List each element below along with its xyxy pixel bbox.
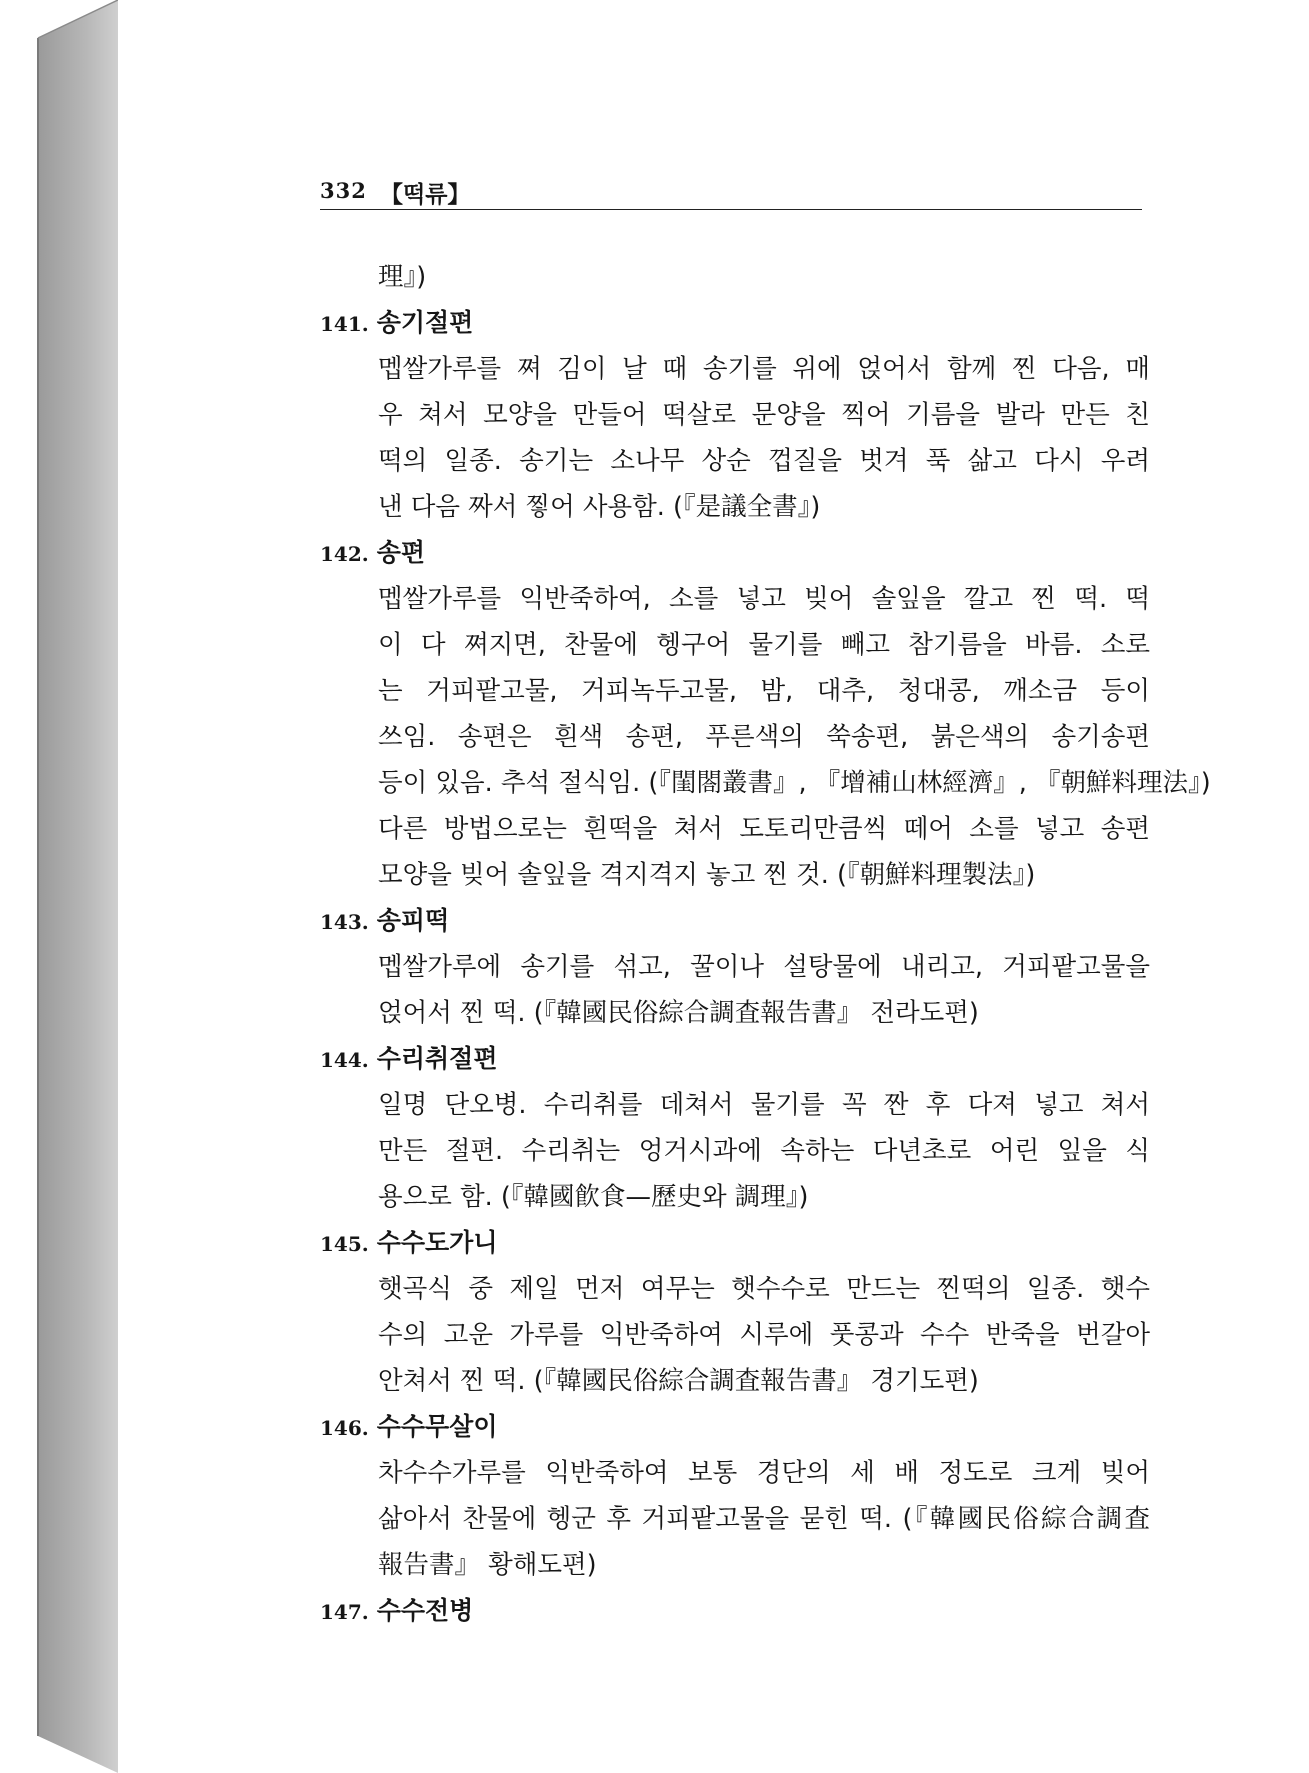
entry-number: 144. — [320, 1048, 369, 1072]
entry-name: 수수전병 — [376, 1596, 474, 1625]
entry-text-line: 삶아서 찬물에 헹군 후 거피팥고물을 묻힌 떡. (『韓國民俗綜合調査 — [378, 1504, 1150, 1534]
entry-name: 송편 — [376, 538, 426, 567]
entry-text-line: 모양을 빚어 솔잎을 격지격지 놓고 찐 것. (『朝鮮料理製法』) — [378, 860, 1036, 890]
entry-number: 145. — [320, 1232, 369, 1256]
entry-name: 수수무살이 — [376, 1412, 498, 1441]
entry-name: 송기절편 — [376, 308, 474, 337]
entry-title — [320, 530, 1150, 576]
header-rule — [320, 209, 1142, 210]
entries-text — [320, 254, 1211, 1634]
entry-text-line: 낸 다음 짜서 찧어 사용함. (『是議全書』) — [378, 492, 821, 522]
running-title: 【떡류】 — [380, 182, 471, 208]
entry-number: 142. — [320, 542, 369, 566]
continued-text: 理』) — [378, 262, 427, 292]
entry-text-line: 햇곡식 중 제일 먼저 여무는 햇수수로 만드는 찐떡의 일종. 햇수 — [378, 1274, 1150, 1304]
page-header — [320, 178, 1142, 218]
page-number: 332 — [320, 178, 367, 203]
entry-name: 송피떡 — [376, 906, 450, 935]
entry-text-line: 만든 절편. 수리취는 엉거시과에 속하는 다년초로 어린 잎을 식 — [378, 1136, 1150, 1166]
entry-text-line: 멥쌀가루를 쪄 김이 날 때 송기를 위에 얹어서 함께 찐 다음, 매 — [378, 354, 1150, 384]
entry-name: 수리취절편 — [376, 1044, 498, 1073]
entry-text-line: 일명 단오병. 수리취를 데쳐서 물기를 꼭 짠 후 다져 넣고 쳐서 — [378, 1090, 1150, 1120]
entry-name: 수수도가니 — [376, 1228, 498, 1257]
entry-title — [320, 898, 1150, 944]
entry-number: 141. — [320, 312, 369, 336]
entry-text-line: 차수수가루를 익반죽하여 보통 경단의 세 배 정도로 크게 빚어 — [378, 1458, 1150, 1488]
entry-text-line: 쓰임. 송편은 흰색 송편, 푸른색의 쑥송편, 붉은색의 송기송편 — [378, 722, 1150, 752]
entry-text-line: 우 쳐서 모양을 만들어 떡살로 문양을 찍어 기름을 발라 만든 친 — [378, 400, 1150, 430]
entry-text-line: 떡의 일종. 송기는 소나무 상순 껍질을 벗겨 푹 삶고 다시 우려 — [378, 446, 1150, 476]
entry-title — [320, 1404, 1150, 1450]
entry-text-line: 멥쌀가루에 송기를 섞고, 꿀이나 설탕물에 내리고, 거피팥고물을 — [378, 952, 1150, 982]
entry-text-line: 멥쌀가루를 익반죽하여, 소를 넣고 빚어 솔잎을 깔고 찐 떡. 떡 — [378, 584, 1150, 614]
entry-title — [320, 1220, 1150, 1266]
entry-text-line: 얹어서 찐 떡. (『韓國民俗綜合調査報告書』 전라도편) — [378, 998, 979, 1028]
entry-title — [320, 1036, 1150, 1082]
entry-title — [320, 1588, 1150, 1634]
entry-text-line: 안쳐서 찐 떡. (『韓國民俗綜合調査報告書』 경기도편) — [378, 1366, 979, 1396]
entry-text-line: 는 거피팥고물, 거피녹두고물, 밤, 대추, 청대콩, 깨소금 등이 — [378, 676, 1150, 706]
entry-text-line: 용으로 함. (『韓國飮食—歷史와 調理』) — [378, 1182, 809, 1212]
entry-title — [320, 300, 1150, 346]
entry-number: 146. — [320, 1416, 369, 1440]
entry-number: 143. — [320, 910, 369, 934]
entry-text-line: 報告書』 황해도편) — [378, 1550, 597, 1580]
entry-text-line: 다른 방법으로는 흰떡을 쳐서 도토리만큼씩 떼어 소를 넣고 송편 — [378, 814, 1150, 844]
entry-number: 147. — [320, 1600, 369, 1624]
entry-text-line: 이 다 쪄지면, 찬물에 헹구어 물기를 빼고 참기름을 바름. 소로 — [378, 630, 1150, 660]
entry-text-line: 수의 고운 가루를 익반죽하여 시루에 풋콩과 수수 반죽을 번갈아 — [378, 1320, 1150, 1350]
entry-text-line: 등이 있음. 추석 절식임. (『閨閤叢書』, 『增補山林經濟』, 『朝鮮料理法』) — [378, 768, 1211, 798]
